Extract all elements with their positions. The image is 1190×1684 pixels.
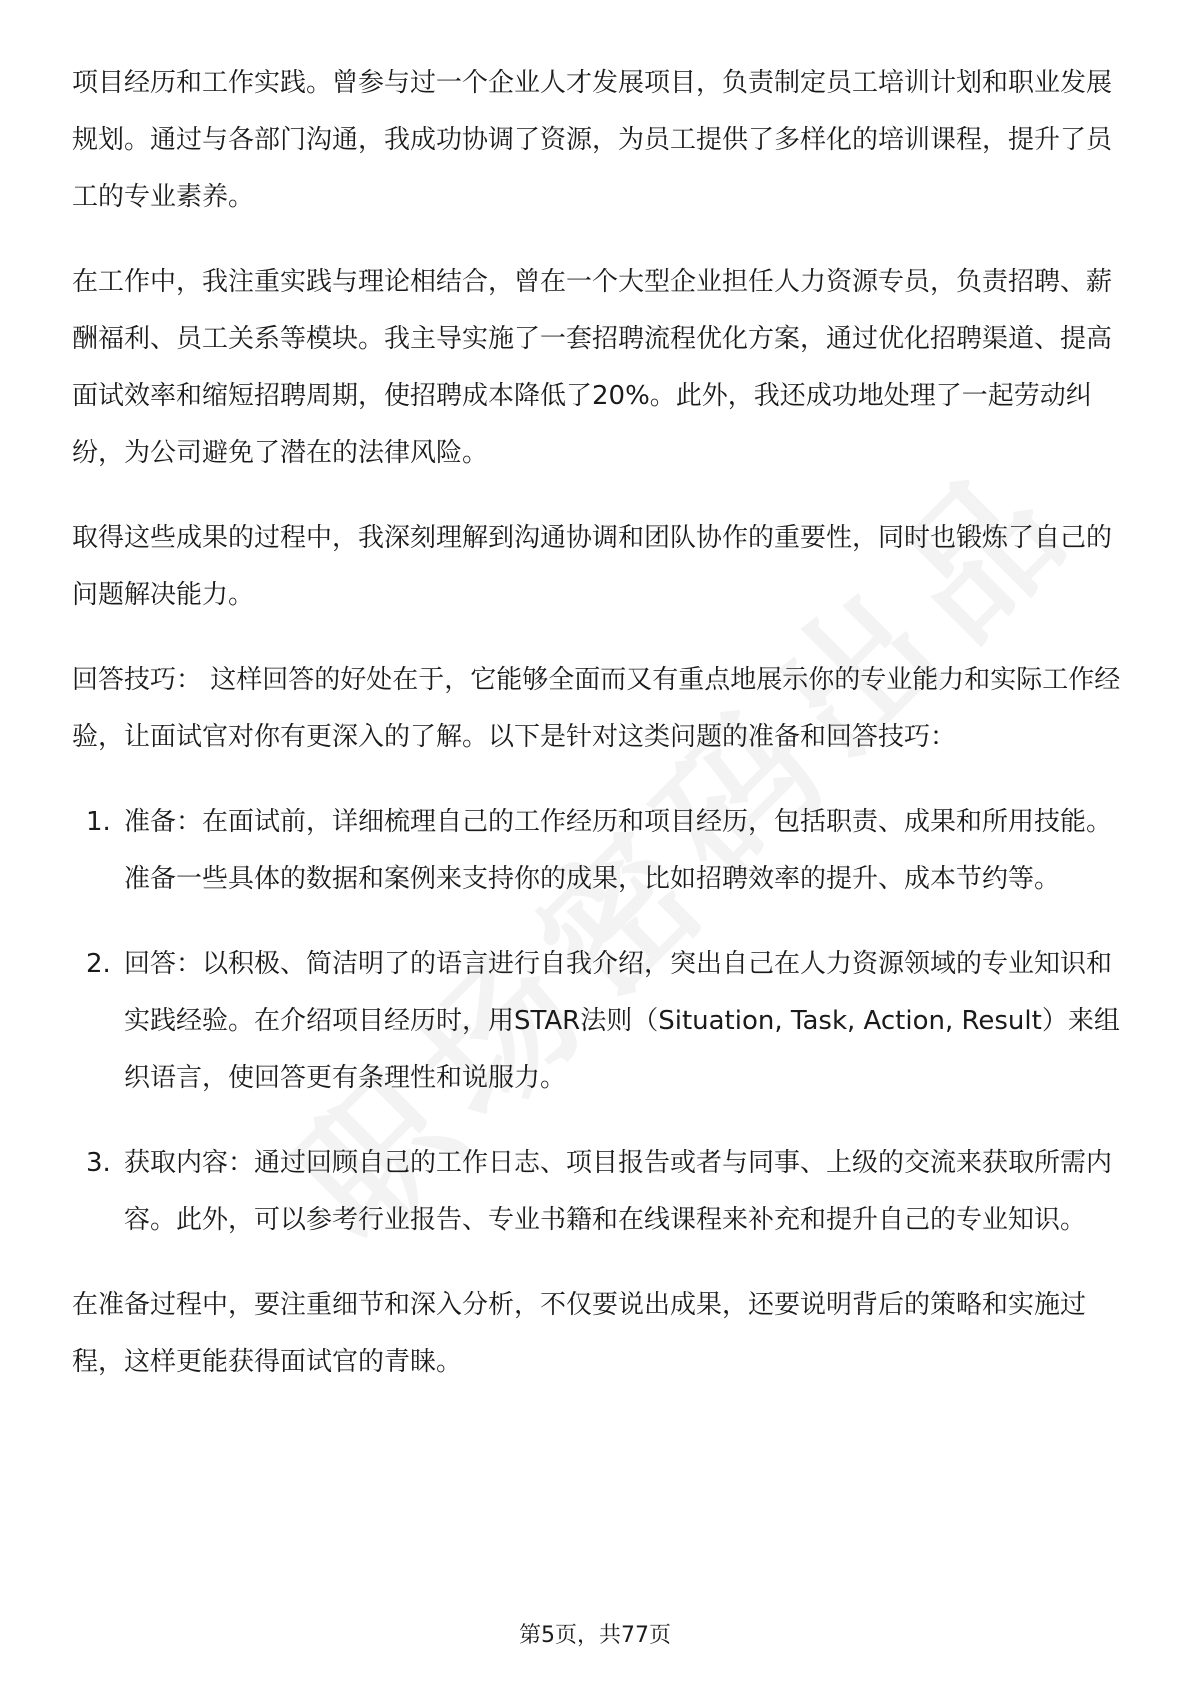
list-item-number: 3. xyxy=(86,1148,111,1178)
list-item-number: 1. xyxy=(86,807,111,837)
list-item-number: 2. xyxy=(86,949,111,979)
list-item xyxy=(72,794,1122,908)
list-item xyxy=(72,936,1122,1107)
document-body xyxy=(72,55,1122,1391)
list-item-text: 回答：以积极、简洁明了的语言进行自我介绍，突出自己在人力资源领域的专业知识和实践经验。在介绍项目经历时，用STAR法则（Situation, Task, Action, Result）来组织语言，使回答更有条理性和说服力。 xyxy=(124,949,1120,1093)
page-number: 第5页，共77页 xyxy=(519,1623,671,1648)
list-item xyxy=(72,1135,1122,1249)
list-item-text: 准备：在面试前，详细梳理自己的工作经历和项目经历，包括职责、成果和所用技能。准备一些具体的数据和案例来支持你的成果，比如招聘效率的提升、成本节约等。 xyxy=(124,807,1113,894)
paragraph-achievement-process: 取得这些成果的过程中，我深刻理解到沟通协调和团队协作的重要性，同时也锻炼了自己的问题解决能力。 xyxy=(72,523,1113,610)
paragraph-answer-tips: 回答技巧： 这样回答的好处在于，它能够全面而又有重点地展示你的专业能力和实际工作经验，让面试官对你有更深入的了解。以下是针对这类问题的准备和回答技巧： xyxy=(72,665,1121,752)
paragraph-work-practice: 在工作中，我注重实践与理论相结合，曾在一个大型企业担任人力资源专员，负责招聘、薪酬福利、员工关系等模块。我主导实施了一套招聘流程优化方案，通过优化招聘渠道、提高面试效率和缩短招聘周期，使招聘成本降低了20%。此外，我还成功地处理了一起劳动纠纷，为公司避免了潜在的法律风险。 xyxy=(72,267,1113,468)
tips-list xyxy=(72,794,1122,1249)
list-item-text: 获取内容：通过回顾自己的工作日志、项目报告或者与同事、上级的交流来获取所需内容。此外，可以参考行业报告、专业书籍和在线课程来补充和提升自己的专业知识。 xyxy=(124,1148,1113,1235)
paragraph-conclusion: 在准备过程中，要注重细节和深入分析，不仅要说出成果，还要说明背后的策略和实施过程，这样更能获得面试官的青睐。 xyxy=(72,1290,1087,1377)
paragraph-project-experience: 项目经历和工作实践。曾参与过一个企业人才发展项目，负责制定员工培训计划和职业发展规划。通过与各部门沟通，我成功协调了资源，为员工提供了多样化的培训课程，提升了员工的专业素养。 xyxy=(72,68,1113,212)
